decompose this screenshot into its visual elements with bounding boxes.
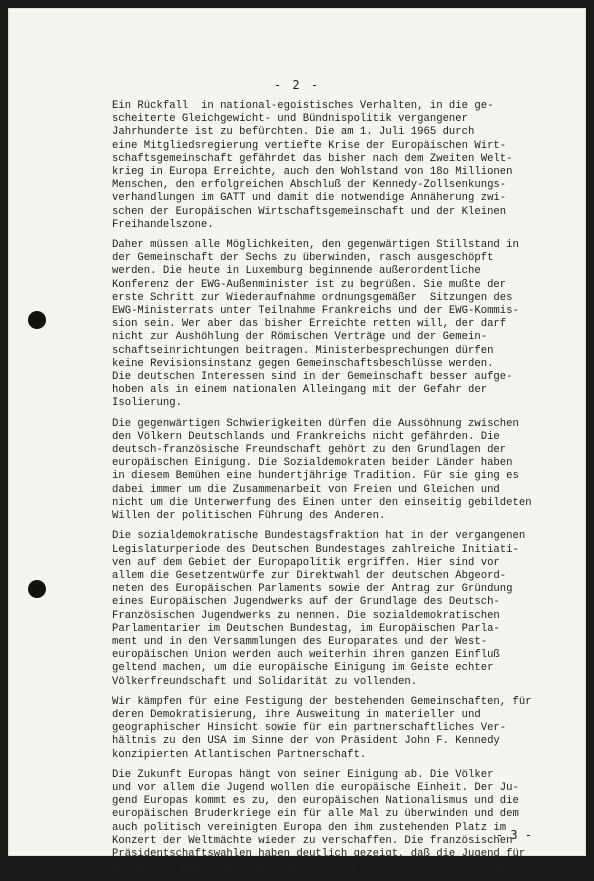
text-line: Jahrhunderte ist zu befürchten. Die am 1. Juli 1965 durch xyxy=(112,126,475,139)
page-number: - 2 - xyxy=(273,78,321,92)
text-line: in diesem Bemühen eine hundertjährige Tradition. Für sie ging es xyxy=(112,470,519,483)
text-line: hältnis zu den USA im Sinne der von Präsident John F. Kennedy xyxy=(112,735,500,748)
text-line: allem die Gesetzentwürfe zur Direktwahl der deutschen Abgeord- xyxy=(112,569,507,582)
text-line: Willen der politischen Führung des Anderen. xyxy=(112,510,386,523)
text-line: dabei immer um die Zusammenarbeit von Freien und Gleichen und xyxy=(112,483,500,496)
text-line: eine Mitgliedsregierung vertiefte Krise der Europäischen Wirt- xyxy=(112,139,507,152)
text-line: erste Schritt zur Wiederaufnahme ordnungsgemäßer Sitzungen des xyxy=(112,291,513,304)
text-line: europäischen Bruderkriege ein für alle Mal zu überwinden und dem xyxy=(112,808,519,821)
text-line: Ein Rückfall in national-egoistisches Verhalten, in die ge- xyxy=(112,100,494,112)
text-line: europäischen Union werden auch weiterhin ihren ganzen Einfluß xyxy=(112,649,500,662)
punch-hole xyxy=(28,311,46,329)
text-line: eines Europäischen Jugendwerks auf der Grundlage des Deutsch- xyxy=(112,596,500,609)
text-line: deren Demokratisierung, ihre Ausweitung in materieller und xyxy=(112,708,481,721)
paragraph xyxy=(112,418,587,524)
text-line: konzipierten Atlantischen Partnerschaft. xyxy=(112,748,367,761)
text-line: den Völkern Deutschlands und Frankreichs nicht gefährden. Die xyxy=(112,430,500,443)
text-line: schaftseinrichtungen beitragen. Ministerbesprechungen dürfen xyxy=(112,344,494,357)
paragraph xyxy=(112,530,587,688)
text-line: ment und in den Versammlungen des Europarates und der West- xyxy=(112,635,488,648)
text-line: hoben als in einem nationalen Alleingang mit der Gefahr der xyxy=(112,384,488,397)
text-line: sion sein. Wer aber das bisher Erreichte retten will, der darf xyxy=(112,318,507,331)
text-line: neten des Europäischen Parlaments sowie der Antrag zur Gründung xyxy=(112,583,513,596)
text-line: scheiterte Gleichgewicht- und Bündnispolitik vergangener xyxy=(112,113,469,126)
text-line: Die deutschen Interessen sind in der Gemeinschaft besser aufge- xyxy=(112,371,513,384)
text-line: der Gemeinschaft der Sechs zu überwinden, rasch ausgeschöpft xyxy=(112,252,494,265)
paragraph xyxy=(112,696,587,762)
document-page xyxy=(8,8,586,874)
text-line: Die Zukunft Europas hängt von seiner Einigung ab. Die Völker xyxy=(112,768,494,781)
text-line: Die gegenwärtigen Schwierigkeiten dürfen die Aussöhnung zwischen xyxy=(112,417,519,430)
text-line: ven auf dem Gebiet der Europapolitik ergriffen. Hier sind vor xyxy=(112,556,500,569)
text-line: deutsch-französische Freundschaft gehört zu den Grundlagen der xyxy=(112,444,507,457)
text-line: verhandlungen im GATT und damit die notwendige Annäherung zwi- xyxy=(112,192,507,205)
text-line: Konzert der Weltmächte wieder zu verschaffen. Die französischen xyxy=(112,834,513,847)
text-line: Freihandelszone. xyxy=(112,218,214,231)
text-line: werden. Die heute in Luxemburg beginnende außerordentliche xyxy=(112,265,481,278)
document-body xyxy=(112,100,587,881)
text-line: nicht zur Aushöhlung der Römischen Verträge und der Gemein- xyxy=(112,331,488,344)
text-line: Wir kämpfen für eine Festigung der bestehenden Gemeinschaften, für xyxy=(112,695,532,708)
text-line: Präsidentschaftswahlen haben deutlich gezeigt, daß die Jugend für xyxy=(112,847,526,860)
text-line: Daher müssen alle Möglichkeiten, den gegenwärtigen Stillstand in xyxy=(112,239,519,252)
paragraph xyxy=(112,769,587,875)
text-line: Völkerfreundschaft und Solidarität zu vollenden. xyxy=(112,675,418,688)
text-line: schen der Europäischen Wirtschaftsgemeinschaft und der Kleinen xyxy=(112,205,507,218)
punch-hole xyxy=(28,580,46,598)
text-line: nicht um die Unterwerfung des Einen unter den einseitig gebildeten xyxy=(112,496,532,509)
text-line: schaftsgemeinschaft gefährdet das bisher nach dem Zweiten Welt- xyxy=(112,152,513,165)
text-line: keine Revisionsinstanz gegen Gemeinschaftsbeschlüsse werden. xyxy=(112,357,494,370)
text-line: Parlamentarier im Deutschen Bundestag, im Europäischen Parla- xyxy=(112,622,500,635)
text-line: Legislaturperiode des Deutschen Bundestages zahlreiche Initiati- xyxy=(112,543,519,556)
next-page-marker: - 3 - xyxy=(495,828,532,842)
text-line: Französischen Jugendwerks zu nennen. Die sozialdemokratischen xyxy=(112,609,500,622)
text-line: EWG-Ministerrats unter Teilnahme Frankreichs und der EWG-Kommis- xyxy=(112,305,519,318)
text-line: auch politisch vereinigten Europa den ihm zustehenden Platz im xyxy=(112,821,507,834)
paragraph xyxy=(112,100,587,232)
text-line: Konferenz der EWG-Außenminister ist zu begrüßen. Sie mußte der xyxy=(112,278,507,291)
text-line: Menschen, den erfolgreichen Abschluß der Kennedy-Zollsenkungs- xyxy=(112,179,507,192)
text-line: geographischer Hinsicht sowie für ein partnerschaftliches Ver- xyxy=(112,722,507,735)
text-line: geltend machen, um die europäische Einigung im Geiste echter xyxy=(112,662,494,675)
paragraph xyxy=(112,239,587,411)
text-line: gend Europas kommt es zu, den europäischen Nationalismus und die xyxy=(112,795,519,808)
text-line: krieg in Europa Erreichte, auch den Wohlstand von 18o Millionen xyxy=(112,166,513,179)
text-line: europäischen Einigung. Die Sozialdemokraten beider Länder haben xyxy=(112,457,513,470)
text-line: Isolierung. xyxy=(112,397,182,410)
text-line: Europa und gegen Nationalismus ist und daß sie durch ihr Votum xyxy=(112,861,507,874)
text-line: und vor allem die Jugend wollen die europäische Einheit. Der Ju- xyxy=(112,781,519,794)
text-line: Die sozialdemokratische Bundestagsfraktion hat in der vergangenen xyxy=(112,530,526,543)
